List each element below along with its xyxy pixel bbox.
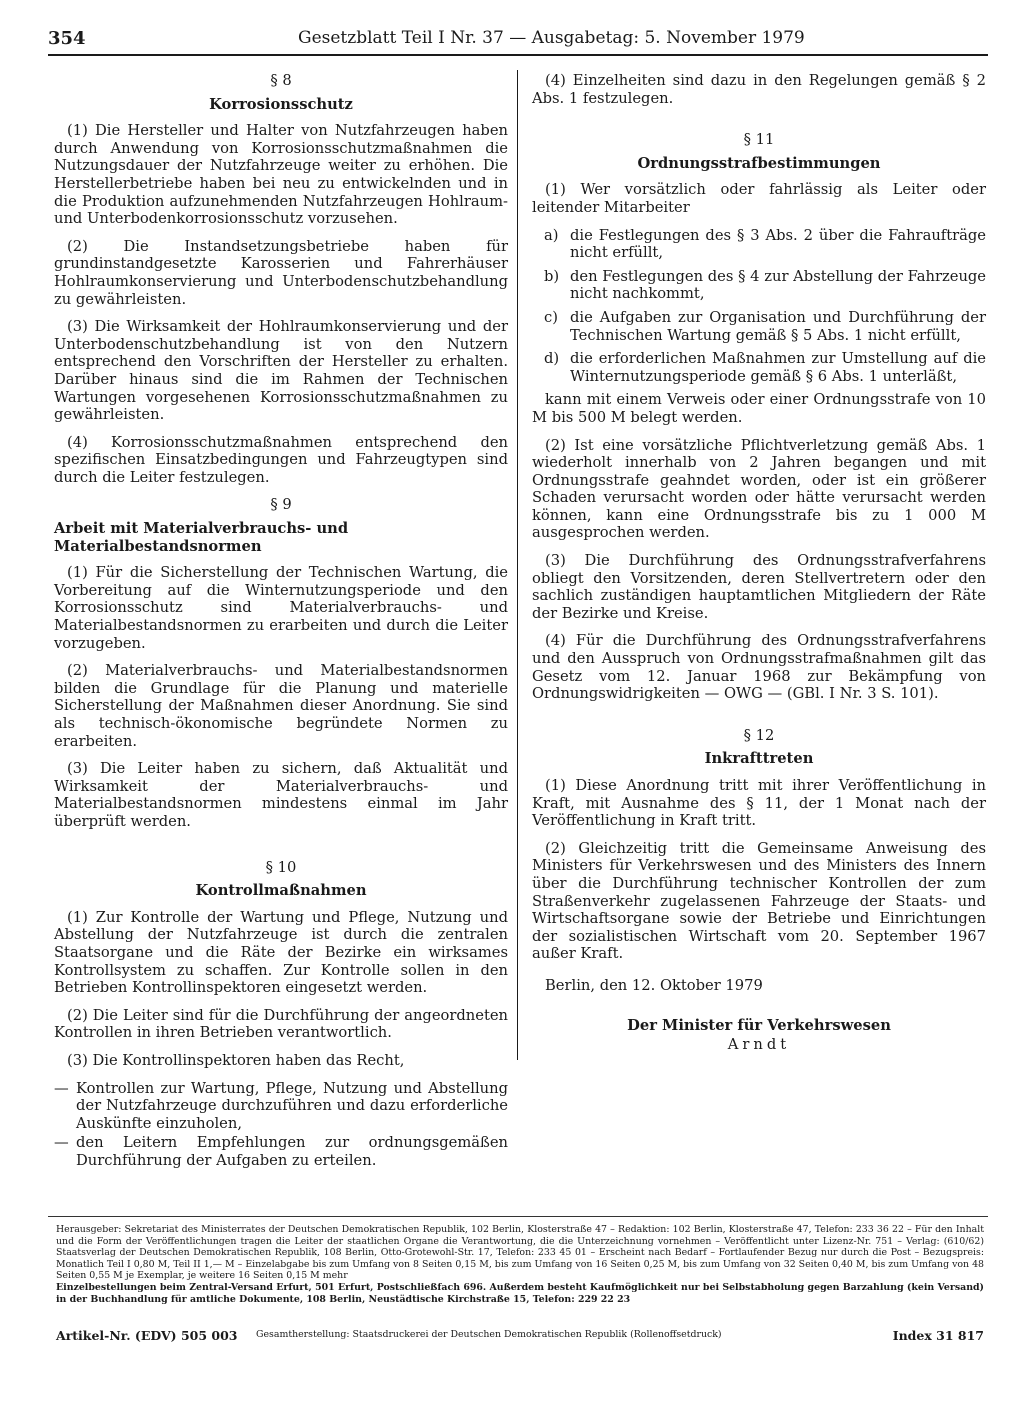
paragraph: (4) Einzelheiten sind dazu in den Regelungen gemäß § 2 Abs. 1 festzulegen. [532,72,986,107]
list-item [532,227,986,262]
paragraph: (2) Ist eine vorsätzliche Pflichtverletzung gemäß Abs. 1 wiederholt innerhalb von 2 Jahren begangen und mit Ordnungsstrafe geahndet worden, oder ist ein größerer Schaden verursacht worden oder hätte verursacht werden können, kann eine Ordnungsstrafe bis zu 1 000 M ausgesprochen werden. [532,436,986,542]
list-item [532,268,986,303]
signatory-name: Arndt [727,1036,791,1054]
section-number: § 10 [265,858,297,876]
header-rule [48,54,988,56]
section-12 [532,727,986,963]
list-item-text: den Festlegungen des § 4 zur Abstellung der Fahrzeuge nicht nachkommt, [570,267,986,303]
footer-bottom-line [56,1328,984,1346]
left-column [54,72,508,1171]
paragraph: (1) Für die Sicherstellung der Technischen Wartung, die Vorbereitung auf die Winternutzungsperiode und den Korrosionsschutz sind Materialverbrauchs- und Materialbestandsnormen zu erarbeiten und durch die Leiter vorzugeben. [54,564,508,652]
list-marker: c) [544,308,558,326]
place-date: Berlin, den 12. Oktober 1979 [545,976,763,994]
list-item-text: die Aufgaben zur Organisation und Durchführung der Technischen Wartung gemäß § 5 Abs. 1 nicht erfüllt, [570,308,986,344]
paragraph: (4) Für die Durchführung des Ordnungsstrafverfahrens und den Ausspruch von Ordnungsstrafmaßnahmen gilt das Gesetz vom 12. Januar 1968 zur Bekämpfung von Ordnungswidrigkeiten — OWG — (GBl. I Nr. 3 S. 101). [532,632,986,703]
dash-item-text: den Leitern Empfehlungen zur ordnungsgemäßen Durchführung der Aufgaben zu erteilen. [76,1134,508,1169]
paragraph: (3) Die Leiter haben zu sichern, daß Aktualität und Wirksamkeit der Materialverbrauchs- und Materialbestandsnormen mindestens einmal im Jahr überprüft werden. [54,760,508,830]
list-item-text: die Festlegungen des § 3 Abs. 2 über die Fahraufträge nicht erfüllt, [570,226,986,262]
paragraph: (1) Die Hersteller und Halter von Nutzfahrzeugen haben durch Anwendung von Korrosionsschutzmaßnahmen die Nutzungsdauer der Nutzfahrzeuge weiter zu erhöhen. Die Herstellerbetriebe haben bei neu zu entwickelnden und in die Produktion aufzunehmenden Nutzfahrzeugen Hohlraum- und Unterbodenkorrosionsschutz vorzusehen. [54,122,508,228]
paragraph: (4) Korrosionsschutzmaßnahmen entsprechend den spezifischen Einsatzbedingungen und Fahrzeugtypen sind durch die Leiter festzulegen. [54,433,508,486]
dash-marker: — [54,1079,69,1097]
section-9 [54,496,508,830]
section-title: Inkrafttreten [704,750,814,768]
paragraph: (1) Wer vorsätzlich oder fahrlässig als Leiter oder leitender Mitarbeiter [532,181,986,216]
list-item [532,309,986,344]
section-number: § 11 [743,131,775,149]
dash-item [54,1134,508,1169]
dash-marker: — [54,1134,69,1152]
section-8 [54,72,508,486]
running-head: Gesetzblatt Teil I Nr. 37 — Ausgabetag: 5. November 1979 [298,28,805,48]
section-title: Arbeit mit Materialverbrauchs- und Materialbestandsnormen [54,520,349,555]
column-divider [517,70,518,1060]
page-header [48,28,988,54]
paragraph: (1) Zur Kontrolle der Wartung und Pflege, Nutzung und Abstellung der Nutzfahrzeuge ist durch die zentralen Staatsorgane und die Räte der Bezirke ein wirksames Kontrollsystem zu schaffen. Zur Kontrolle sollen in den Betrieben Kontrollinspektoren eingesetzt werden. [54,908,508,997]
section-number: § 8 [270,72,292,89]
printer-info: Gesamtherstellung: Staatsdruckerei der Deutschen Demokratischen Republik (Rollenoffsetdruck) [256,1329,722,1340]
dash-item [54,1080,508,1133]
section-number: § 12 [743,726,775,744]
footer-rule [48,1216,988,1217]
paragraph: (2) Die Leiter sind für die Durchführung der angeordneten Kontrollen in ihren Betrieben verantwortlich. [54,1006,508,1042]
signatory-title: Der Minister für Verkehrswesen [627,1016,891,1034]
section-number: § 9 [270,496,292,514]
spacer [54,841,508,859]
spacer [532,117,986,131]
paragraph: (2) Materialverbrauchs- und Materialbestandsnormen bilden die Grundlage für die Planung und materielle Sicherstellung der Maßnahmen dieser Anordnung. Sie sind als technisch-ökonomische begründete Normen zu erarbeiten. [54,662,508,750]
index-number: Index 31 817 [892,1328,984,1343]
section-11 [532,131,986,703]
list-marker: a) [544,226,559,244]
spacer [532,713,986,727]
list-item-text: die erforderlichen Maßnahmen zur Umstellung auf die Winternutzungsperiode gemäß § 6 Abs. 1 unterläßt, [570,350,986,385]
right-column [532,72,986,1054]
list-item [532,350,986,385]
paragraph: (3) Die Durchführung des Ordnungsstrafverfahrens obliegt den Vorsitzenden, deren Stellvertretern oder den sachlich zuständigen hauptamtlichen Mitgliedern der Räte der Bezirke und Kreise. [532,552,986,622]
imprint-text: Herausgeber: Sekretariat des Ministerrates der Deutschen Demokratischen Republik, 102 Berlin, Klosterstraße 47 – Redaktion: 102 Berlin, Klosterstraße 47, Telefon: 233 36 22 – Für den Inhalt und die Form der Veröffentlichungen tragen die Leiter der staatlichen Organe die Verantwortung, die die Unterzeichnung vornehmen – Veröffentlicht unter Lizenz-Nr. 751 – Verlag: (610/62) Staatsverlag der Deutschen Demokratischen Republik, 108 Berlin, Otto-Grotewohl-Str. 17, Telefon: 233 45 01 – Erscheint nach Bedarf – Fortlaufender Bezug nur durch die Post – Bezugspreis: Monatlich Teil I 0,80 M, Teil II 1,— M – Einzelabgabe bis zum Umfang von 8 Seiten 0,15 M, bis zum Umfang von 16 Seiten 0,25 M, bis zum Umfang von 32 Seiten 0,40 M, bis zum Umfang von 48 Seiten 0,55 M je Exemplar, je weitere 16 Seiten 0,15 M mehr [56,1224,984,1282]
orders-text: Einzelbestellungen beim Zentral-Versand Erfurt, 501 Erfurt, Postschließfach 696. Außerdem besteht Kaufmöglichkeit nur bei Selbstabholung gegen Barzahlung (kein Versand) in der Buchhandlung für amtliche Dokumente, 108 Berlin, Neustädtische Kirchstraße 15, Telefon: 229 22 23 [56,1281,984,1305]
paragraph: (1) Diese Anordnung tritt mit ihrer Veröffentlichung in Kraft, mit Ausnahme des § 11, der 1 Monat nach der Veröffentlichung in Kraft tritt. [532,777,986,830]
section-10 [54,859,508,1170]
list-marker: d) [544,350,560,368]
paragraph: kann mit einem Verweis oder einer Ordnungsstrafe von 10 M bis 500 M belegt werden. [532,391,986,426]
paragraph: (3) Die Kontrollinspektoren haben das Recht, [67,1051,405,1069]
page-number: 354 [48,28,86,49]
article-number: Artikel-Nr. (EDV) 505 003 [56,1328,238,1343]
dash-item-text: Kontrollen zur Wartung, Pflege, Nutzung und Abstellung der Nutzfahrzeuge durchzuführen und dazu erforderliche Auskünfte einzuholen, [76,1079,508,1132]
list-marker: b) [544,267,560,285]
section-title: Korrosionsschutz [209,95,353,113]
imprint-footer [56,1224,984,1305]
section-title: Kontrollmaßnahmen [195,882,367,900]
paragraph: (3) Die Wirksamkeit der Hohlraumkonservierung und der Unterbodenschutzbehandlung ist von den Nutzern entsprechend den Vorschriften der Hersteller zu erhalten. Darüber hinaus sind die im Rahmen der Technischen Wartungen vorgesehenen Korrosionsschutzmaßnahmen zu gewährleisten. [54,318,508,424]
section-title: Ordnungsstrafbestimmungen [637,154,881,172]
paragraph: (2) Gleichzeitig tritt die Gemeinsame Anweisung des Ministers für Verkehrswesen und des Ministers des Innern über die Durchführung technischer Kontrollen der zum Straßenverkehr zugelassenen Fahrzeuge der Staats- und Wirtschaftsorgane sowie der Betriebe und Einrichtungen der sozialistischen Wirtschaft vom 20. September 1967 außer Kraft. [532,839,986,963]
paragraph: (2) Die Instandsetzungsbetriebe haben für grundinstandgesetzte Karosserien und Fahrerhäuser Hohlraumkonservierung und Unterbodenschutzbehandlung zu gewährleisten. [54,237,508,308]
